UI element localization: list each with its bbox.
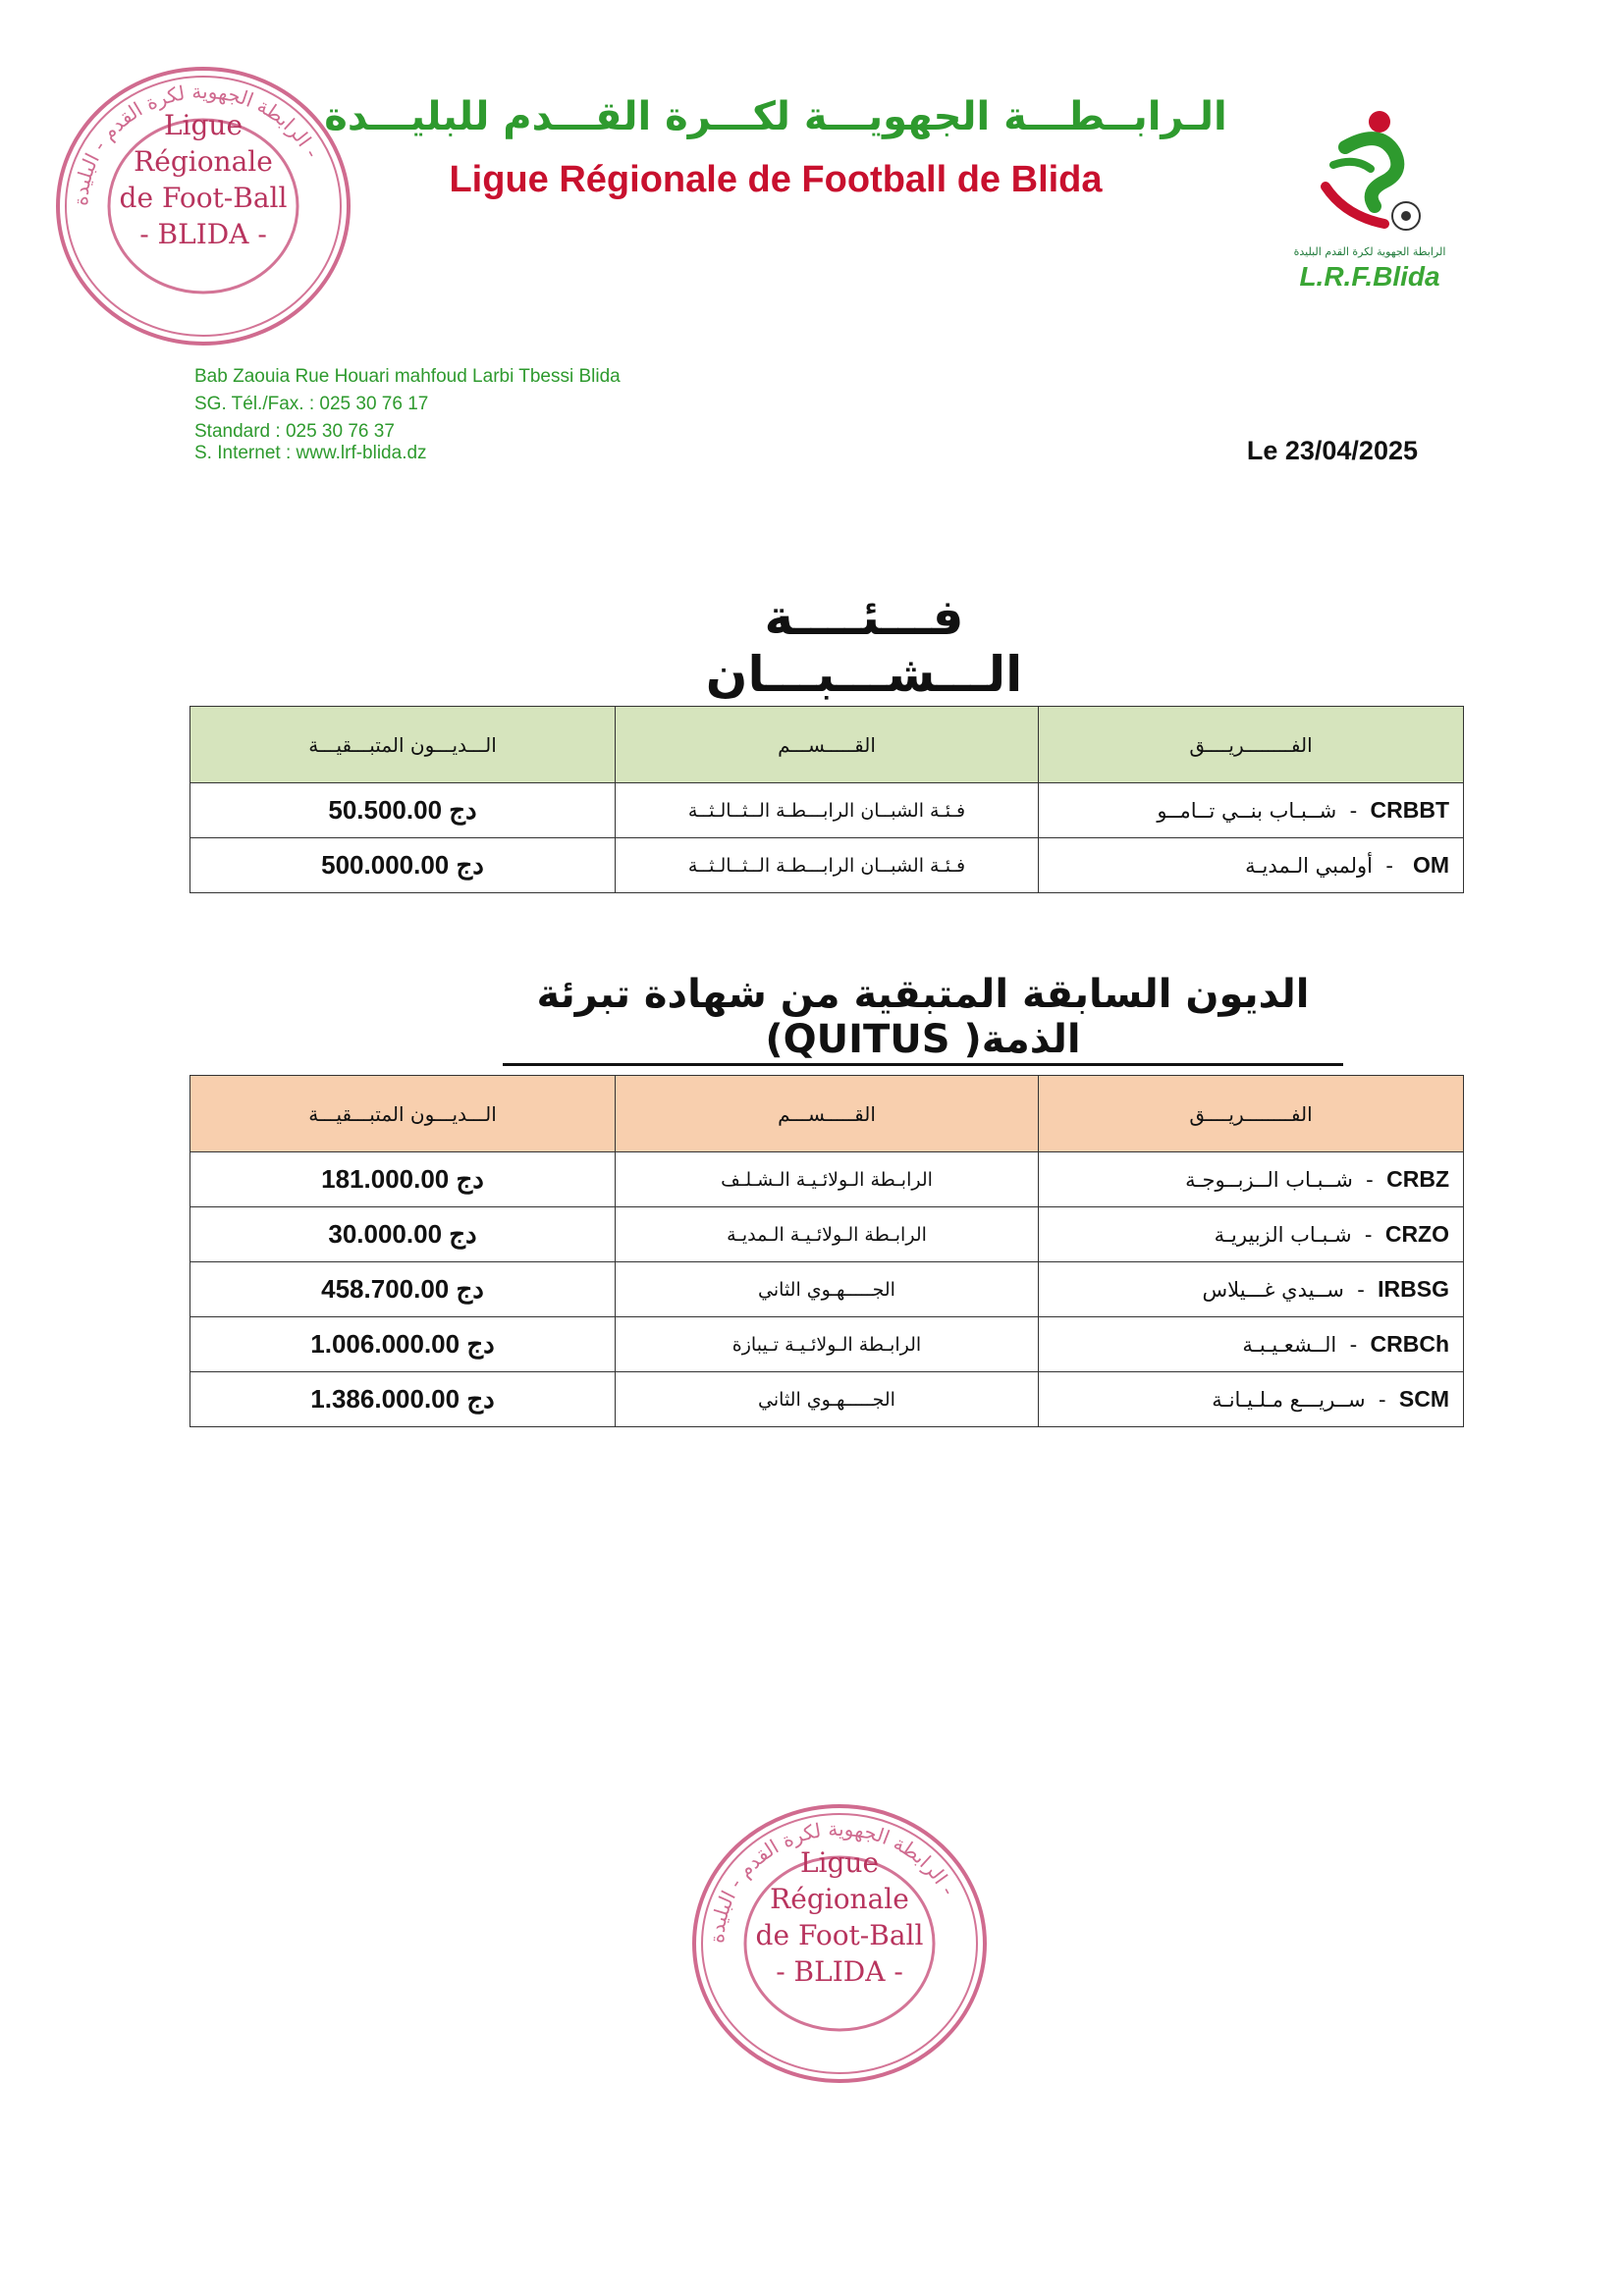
table-row [190,1372,1464,1427]
stamp-top [51,59,355,353]
stamp-ring-text: الرابطة الجهوية لكرة القدم - البليدة - [704,1816,961,1945]
team-cell: شـبـاب الزبيريـة - CRZO [1039,1207,1464,1262]
contact-standard: Standard : 025 30 76 37 [194,421,395,442]
column-header-team: الفــــــــريــــق [1039,707,1464,783]
column-header-team: الفــــــــريــــق [1039,1076,1464,1152]
logo-caption: الرابطة الجهوية لكرة القدم البليدة [1293,245,1446,258]
contact-phone: SG. Tél./Fax. : 025 30 76 17 [194,394,429,414]
division-cell: الجـــــهـوي الثاني [616,1262,1039,1317]
debt-cell: 181.000.00 دج [190,1152,616,1207]
table-header-row [190,707,1464,783]
debt-cell: 1.006.000.00 دج [190,1317,616,1372]
stamp-line-2: Régionale [134,144,273,178]
section-youth-title [677,589,1051,703]
football-player-logo-icon [1286,108,1453,245]
stamp-line-2: Régionale [770,1882,909,1915]
stamp-line-4: - BLIDA - [776,1954,903,1988]
team-cell: شــبـاب الــزبــوجـة - CRBZ [1039,1152,1464,1207]
division-cell: فـئـة الشبــان الرابـــطـة الــثــالـثــة [616,838,1039,893]
division-cell: الجـــــهـوي الثاني [616,1372,1039,1427]
team-code: IRBSG [1378,1276,1449,1302]
division-cell: الرابـطة الـولائـيـة الـشـلـف [616,1152,1039,1207]
table-row [190,783,1464,838]
debt-cell: 1.386.000.00 دج [190,1372,616,1427]
table-row [190,1207,1464,1262]
stamp-ring-text: الرابطة الجهوية لكرة القدم - البليدة - [68,79,325,207]
team-name: ســريـــع مـلـيـانـة [1212,1388,1366,1412]
debt-cell: 500.000.00 دج [190,838,616,893]
league-logo [1286,108,1453,294]
section-quitus-title [491,972,1355,1062]
column-header-debt: الـــديـــون المتبـــقيـــة [190,1076,616,1152]
division-cell: الرابـطة الـولائـيـة الـمديـة [616,1207,1039,1262]
table-row [190,1262,1464,1317]
stamp-line-3: de Foot-Ball [755,1918,924,1951]
league-title-arabic: الـرابــطـــة الجهويـــة لكـــرة القـــدم للبليـــدة [324,94,1227,139]
team-cell: ســريـــع مـلـيـانـة - SCM [1039,1372,1464,1427]
table-row [190,1317,1464,1372]
team-code: CRBCh [1370,1331,1449,1357]
team-cell: شــبـاب بنــي تــامــو - CRBBT [1039,783,1464,838]
stamp-line-3: de Foot-Ball [119,181,288,214]
team-code: OM [1412,852,1449,878]
team-cell: ســيدي غـــيلاس - IRBSG [1039,1262,1464,1317]
table-row [190,838,1464,893]
league-title-french: Ligue Régionale de Football de Blida [449,159,1103,200]
column-header-division: القـــــســـم [616,707,1039,783]
team-name: ســيدي غـــيلاس [1202,1278,1344,1302]
table-header-row [190,1076,1464,1152]
youth-debts-table [189,706,1464,893]
team-code: CRBZ [1386,1166,1449,1192]
team-code: CRZO [1384,1221,1449,1247]
stamp-line-4: - BLIDA - [139,217,267,250]
division-cell: فـئـة الشبــان الرابـــطـة الــثــالـثــة [616,783,1039,838]
stamp-bottom [687,1796,992,2091]
team-name: شـبـاب الزبيريـة [1214,1223,1352,1247]
contact-website: S. Internet : www.lrf-blida.dz [194,443,427,463]
team-code: SCM [1398,1386,1449,1412]
stamp-line-1: Ligue [799,1846,880,1879]
team-cell: أولمبي الـمديـة - OM [1039,838,1464,893]
debt-cell: 458.700.00 دج [190,1262,616,1317]
table-row [190,1152,1464,1207]
team-name: أولمبي الـمديـة [1245,854,1373,878]
contact-address: Bab Zaouia Rue Houari mahfoud Larbi Tbessi Blida [194,366,621,387]
logo-name: L.R.F.Blida [1299,261,1440,292]
column-header-debt: الـــديـــون المتبـــقيـــة [190,707,616,783]
team-name: شــبـاب بنــي تــامــو [1157,799,1337,823]
team-name: شــبـاب الــزبــوجـة [1185,1168,1353,1192]
team-cell: الــشعـيـبـة - CRBCh [1039,1317,1464,1372]
stamp-line-1: Ligue [163,109,244,141]
team-code: CRBBT [1370,797,1449,823]
team-name: الــشعـيـبـة [1242,1333,1337,1357]
section-quitus-title-text: الديون السابقة المتبقية من شهادة تبرئة الذمة( QUITUS) [536,972,1310,1062]
debt-cell: 30.000.00 دج [190,1207,616,1262]
division-cell: الرابـطة الـولائـيـة تـيبازة [616,1317,1039,1372]
debt-cell: 50.500.00 دج [190,783,616,838]
document-date: Le 23/04/2025 [1246,436,1418,465]
column-header-division: القـــــســـم [616,1076,1039,1152]
section-youth-title-text: فـــئــــة الـــشـــبـــان [705,589,1023,703]
quitus-debts-table [189,1075,1464,1427]
